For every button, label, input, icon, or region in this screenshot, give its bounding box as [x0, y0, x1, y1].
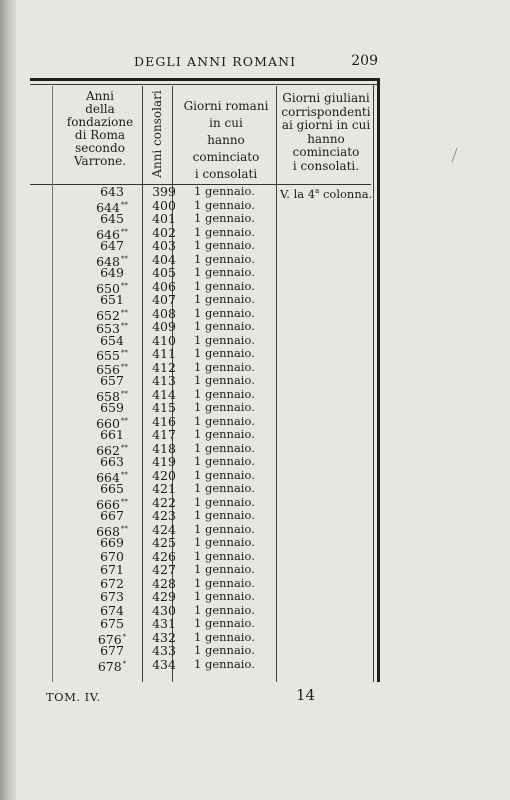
roman-day-cell: 1 gennaio.: [194, 305, 255, 320]
book-page: [16, 0, 510, 800]
consular-year-cell: 416: [152, 413, 176, 429]
roman-day-cell: 1 gennaio.: [194, 467, 255, 482]
table-row: [30, 455, 370, 469]
header-col-roman-days: [176, 98, 276, 183]
foundation-year-cell: [80, 428, 144, 442]
foundation-year-value: 654: [100, 332, 124, 348]
roman-day-cell: 1 gennaio.: [194, 292, 255, 306]
roman-day-cell: 1 gennaio.: [194, 575, 255, 590]
foundation-year-value: 652: [96, 307, 120, 323]
foundation-year-cell: [80, 293, 144, 307]
consular-year-cell: 399: [152, 184, 176, 199]
foundation-year-value: 667: [100, 508, 124, 523]
foundation-year-value: 678: [97, 658, 122, 674]
table-row: [30, 184, 373, 201]
foundation-year-value: 665: [100, 481, 124, 496]
header-line: Giorni giuliani: [282, 91, 370, 105]
table-row: [30, 428, 370, 442]
running-title: DEGLI ANNI ROMANI: [134, 54, 297, 69]
consular-year-cell: 405: [152, 265, 176, 280]
consular-year-cell: 421: [152, 481, 176, 496]
table-row: [30, 226, 370, 240]
foundation-year-value: 673: [100, 589, 124, 604]
note-tail: colonna.: [319, 187, 373, 201]
note-text: V. la 4: [280, 187, 316, 201]
foundation-year-value: 649: [100, 265, 124, 280]
consular-year-cell: 400: [152, 197, 176, 213]
roman-day-cell: 1 gennaio.: [194, 319, 255, 333]
year-mark: **: [120, 443, 128, 452]
roman-day-cell: 1 gennaio.: [194, 589, 255, 603]
roman-day-cell: 1 gennaio.: [194, 535, 255, 549]
foundation-year-value: 669: [100, 535, 124, 550]
foundation-year-value: 644: [96, 199, 120, 215]
consular-year-cell: 430: [152, 602, 176, 618]
consular-year-cell: 419: [152, 454, 176, 469]
consular-year-cell: 431: [152, 616, 176, 631]
year-mark: **: [120, 227, 128, 236]
roman-day-cell: 1 gennaio.: [194, 197, 255, 212]
foundation-year-cell: [80, 509, 144, 523]
running-head: [16, 52, 510, 74]
roman-day-cell: 1 gennaio.: [194, 521, 255, 536]
foundation-year-cell: [80, 401, 144, 415]
table-row: [30, 388, 370, 402]
table-row: [30, 577, 370, 591]
table-row: [30, 469, 370, 483]
header-line: di Roma: [74, 128, 126, 142]
header-line: i consolati.: [292, 158, 360, 173]
roman-day-cell: 1 gennaio.: [194, 643, 255, 657]
roman-day-cell: 1 gennaio.: [194, 440, 255, 455]
foundation-year-value: 671: [100, 562, 124, 577]
volume-label: TOM. IV.: [46, 690, 101, 704]
roman-day-cell: 1 gennaio.: [194, 548, 255, 563]
table-top-rule: [30, 78, 380, 81]
table-row: [30, 536, 370, 550]
table-row: [30, 550, 370, 564]
consular-year-cell: 424: [152, 521, 176, 537]
header-line: ai giorni in cui: [281, 118, 371, 132]
header-line: corrispondenti: [281, 104, 371, 119]
roman-day-cell: 1 gennaio.: [194, 184, 255, 198]
consular-year-cell: 409: [152, 319, 176, 334]
foundation-year-value: 653: [96, 321, 120, 336]
consular-year-cell: 426: [152, 548, 176, 564]
roman-day-cell: 1 gennaio.: [194, 481, 255, 495]
foundation-year-cell: [80, 185, 144, 199]
year-mark: **: [120, 200, 128, 209]
foundation-year-value: 648: [96, 253, 120, 269]
table-row: [30, 212, 370, 226]
consular-year-cell: 401: [152, 211, 176, 226]
foundation-year-cell: [80, 374, 144, 388]
roman-day-cell: 1 gennaio.: [194, 265, 255, 279]
year-mark: **: [120, 308, 128, 317]
header-line: Varrone.: [73, 154, 127, 168]
roman-day-cell: 1 gennaio.: [194, 251, 255, 266]
table-row: [30, 590, 370, 604]
roman-day-cell: 1 gennaio.: [194, 602, 255, 617]
roman-day-cell: 1 gennaio.: [194, 494, 255, 509]
table-top-rule-thin: [30, 84, 380, 85]
foundation-year-cell: [80, 455, 144, 469]
foundation-year-value: 643: [100, 184, 124, 199]
roman-day-cell: 1 gennaio.: [194, 562, 255, 576]
year-mark: **: [120, 362, 128, 371]
table-row: [30, 307, 370, 321]
table-row: [30, 658, 370, 672]
consular-year-cell: 434: [152, 656, 176, 672]
consular-year-cell: 420: [152, 467, 176, 483]
consular-year-cell: 417: [152, 427, 176, 442]
table-row: [30, 415, 370, 429]
roman-day-cell: 1 gennaio.: [194, 238, 255, 252]
roman-day-cell: 1 gennaio.: [194, 656, 255, 671]
consular-year-cell: 427: [152, 562, 176, 577]
foundation-year-cell: [80, 212, 144, 226]
header-line: Giorni romani: [183, 99, 269, 113]
foundation-year-cell: [80, 266, 144, 280]
consular-year-cell: 425: [152, 535, 176, 550]
roman-day-cell: 1 gennaio.: [194, 211, 255, 225]
foundation-year-cell: [80, 550, 144, 564]
consular-year-cell: 414: [152, 386, 176, 402]
foundation-year-value: 657: [100, 373, 124, 388]
note-superscript: a: [315, 187, 320, 195]
header-line: fondazione: [66, 115, 134, 129]
year-mark: **: [120, 497, 128, 506]
year-mark: *: [122, 632, 127, 641]
table-row: [30, 361, 370, 375]
header-col-julian-days: [278, 92, 374, 173]
year-mark: **: [120, 524, 128, 533]
year-mark: **: [120, 254, 128, 263]
header-line: in cui: [209, 116, 243, 130]
table-right-rule: [377, 78, 380, 682]
foundation-year-value: 658: [96, 388, 120, 404]
roman-day-cell: 1 gennaio.: [194, 346, 255, 360]
header-line: della: [85, 102, 115, 116]
consular-year-cell: 402: [152, 224, 176, 240]
roman-day-cell: 1 gennaio.: [194, 427, 255, 441]
foundation-year-value: 664: [96, 469, 120, 485]
roman-day-cell: 1 gennaio.: [194, 224, 255, 239]
consular-year-cell: 411: [152, 346, 176, 361]
signature-mark: 14: [296, 686, 316, 704]
foundation-year-value: 663: [100, 454, 124, 469]
foundation-year-value: 676: [97, 631, 122, 647]
consular-year-cell: 412: [152, 359, 176, 375]
foundation-year-cell: [80, 536, 144, 550]
header-line: hanno cominciato: [192, 133, 260, 164]
year-mark: **: [120, 389, 128, 398]
year-mark: **: [120, 416, 128, 425]
page-number: 209: [351, 53, 378, 69]
pencil-mark: [451, 148, 467, 162]
foundation-year-value: 672: [100, 575, 124, 591]
consular-year-cell: 429: [152, 589, 176, 604]
table-row: [30, 334, 370, 348]
roman-day-cell: 1 gennaio.: [194, 629, 255, 644]
table-row: [30, 199, 370, 213]
header-col-consular-years: [143, 90, 171, 178]
roman-day-cell: 1 gennaio.: [194, 400, 255, 414]
year-mark: **: [120, 322, 128, 330]
roman-day-cell: 1 gennaio.: [194, 332, 255, 347]
foundation-year-value: 647: [100, 238, 124, 253]
table-body: [30, 184, 373, 674]
foundation-year-value: 677: [100, 643, 124, 658]
consular-year-cell: 407: [152, 292, 176, 307]
table-row: [30, 604, 370, 618]
foundation-year-cell: [80, 239, 144, 253]
foundation-year-value: 646: [96, 226, 120, 242]
roman-day-cell: 1 gennaio.: [194, 386, 255, 401]
table-row: [30, 374, 370, 388]
year-mark: *: [122, 659, 127, 668]
foundation-year-value: 675: [100, 616, 124, 631]
table-row: [30, 631, 370, 645]
foundation-year-cell: [80, 617, 144, 631]
foundation-year-value: 655: [96, 348, 120, 363]
foundation-year-value: 674: [100, 602, 124, 618]
table-row: [30, 482, 370, 496]
table-row: [30, 320, 370, 334]
table-row: [30, 644, 370, 658]
foundation-year-cell: [80, 334, 144, 348]
header-line: secondo: [75, 141, 125, 155]
consular-years-table: [30, 78, 380, 682]
table-row: [30, 347, 370, 361]
foundation-year-value: 650: [96, 280, 120, 296]
foundation-year-value: 659: [100, 400, 124, 415]
consular-year-cell: 403: [152, 238, 176, 253]
roman-day-cell: 1 gennaio.: [194, 359, 255, 374]
table-row: [30, 401, 370, 415]
consular-year-cell: 415: [152, 400, 176, 415]
roman-day-cell: 1 gennaio.: [194, 413, 255, 428]
table-right-rule-thin: [373, 84, 374, 682]
table-row: [30, 563, 370, 577]
consular-year-cell: 404: [152, 251, 176, 267]
header-line: hanno cominciato: [292, 131, 360, 159]
foundation-year-value: 666: [96, 496, 120, 512]
foundation-year-cell: [80, 563, 144, 577]
table-row: [30, 293, 370, 307]
foundation-year-value: 670: [100, 548, 124, 564]
header-col-foundation-years: [60, 90, 140, 168]
table-row: [30, 496, 370, 510]
foundation-year-cell: [80, 604, 144, 618]
foundation-year-cell: [80, 644, 144, 658]
consular-year-cell: 423: [152, 508, 176, 523]
foundation-year-value: 656: [96, 361, 120, 377]
consular-year-cell: 408: [152, 305, 176, 321]
consular-year-cell: 406: [152, 278, 176, 294]
table-row: [30, 266, 370, 280]
foundation-year-cell: [80, 590, 144, 604]
foundation-year-value: 645: [100, 211, 124, 226]
consular-year-cell: 410: [152, 332, 176, 348]
book-spine-shadow: [0, 0, 16, 800]
roman-day-cell: 1 gennaio.: [194, 373, 255, 387]
foundation-year-cell: [80, 482, 144, 496]
year-mark: **: [120, 349, 128, 357]
consular-year-cell: 422: [152, 494, 176, 510]
table-row: [30, 239, 370, 253]
foundation-year-value: 662: [96, 442, 120, 458]
year-mark: **: [120, 470, 128, 479]
table-row: [30, 523, 370, 537]
roman-day-cell: 1 gennaio.: [194, 508, 255, 522]
foundation-year-value: 651: [100, 292, 124, 307]
table-row: [30, 442, 370, 456]
consular-year-cell: 418: [152, 440, 176, 456]
table-row: [30, 253, 370, 267]
consular-year-cell: 428: [152, 575, 176, 591]
table-row: [30, 280, 370, 294]
foundation-year-cell: [80, 658, 144, 674]
roman-day-cell: 1 gennaio.: [194, 616, 255, 630]
roman-day-cell: 1 gennaio.: [194, 454, 255, 468]
table-row: [30, 509, 370, 523]
header-rotated-label: Anni consolari: [150, 90, 164, 178]
consular-year-cell: 413: [152, 373, 176, 388]
foundation-year-value: 660: [96, 415, 120, 431]
consular-year-cell: 432: [152, 629, 176, 645]
foundation-year-cell: [80, 577, 144, 591]
table-row: [30, 617, 370, 631]
roman-day-cell: 1 gennaio.: [194, 278, 255, 293]
foundation-year-value: 661: [100, 427, 124, 442]
consular-year-cell: 433: [152, 643, 176, 658]
foundation-year-value: 668: [96, 523, 120, 539]
year-mark: **: [120, 281, 128, 290]
header-line: Anni: [86, 89, 114, 103]
header-line: i consolati: [194, 167, 258, 181]
